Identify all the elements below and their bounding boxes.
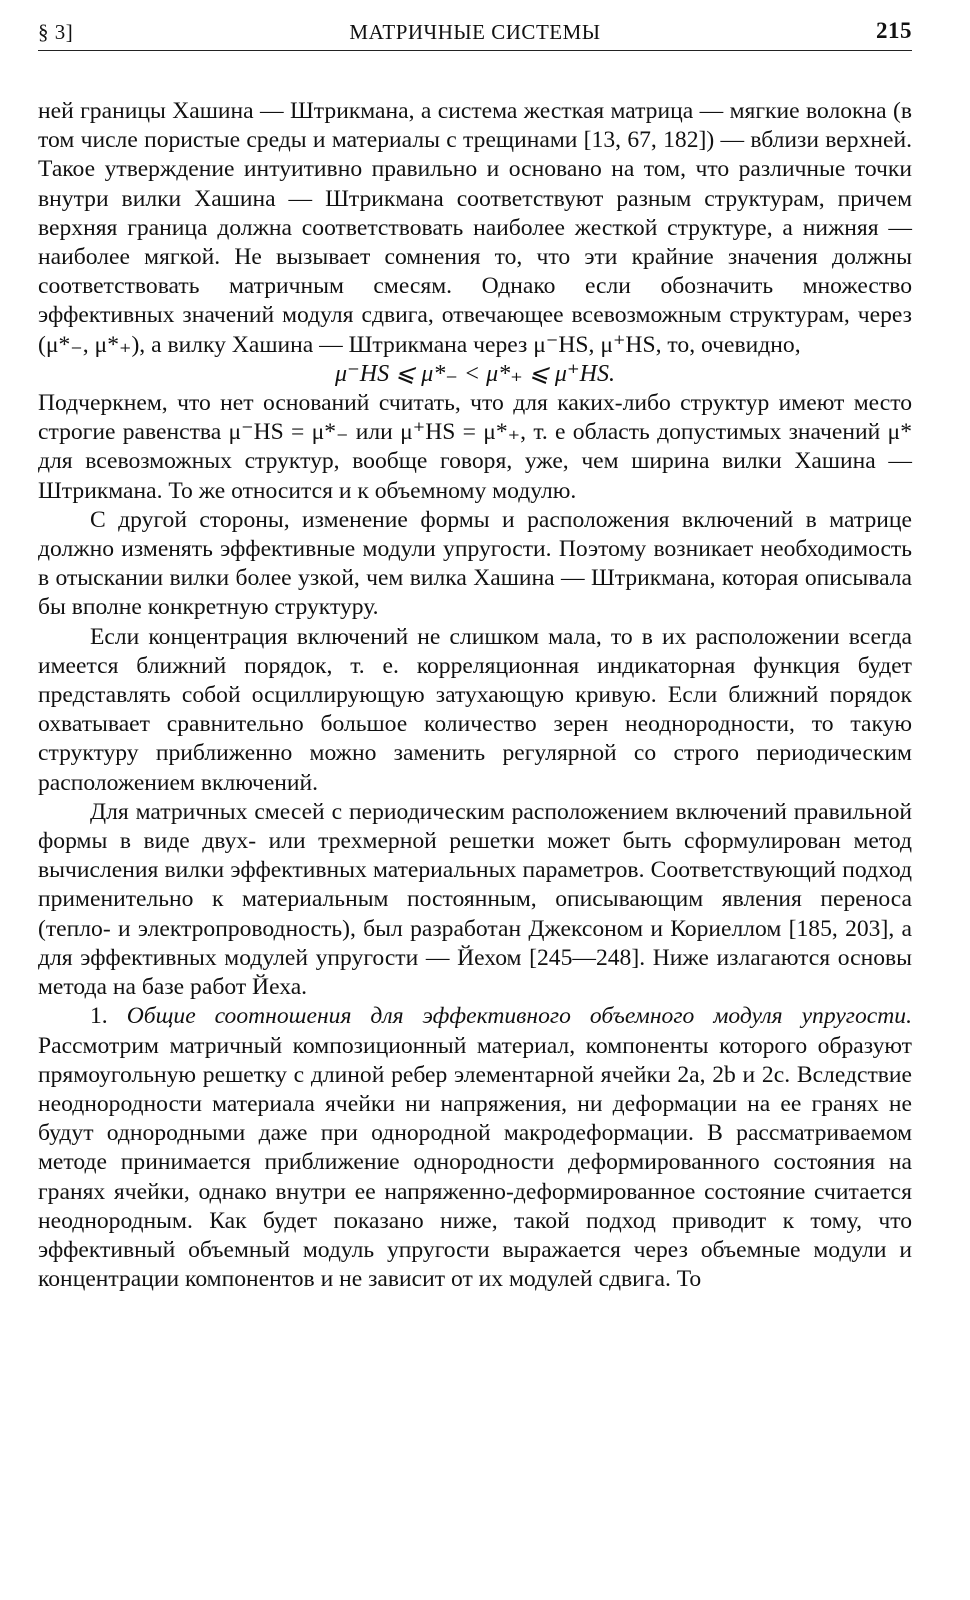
page-number: 215 [876,18,912,43]
paragraph-1: ней границы Хашина — Штрикмана, а система жесткая матрица — мягкие волокна (в том числе пористые среды и материалы с трещинами [13, 67, 182]) — вблизи верхней. Такое утверждение интуитивно правильно и основано на том, что различные точки внутри вилки Хашина — Штрикмана соответствуют разным структурам, причем верхняя граница должна соответствовать наиболее жесткой структуре, а нижняя — наиболее мягкой. Не вызывает сомнения то, что эти крайние значения должны соответствовать матричным смесям. Однако если обозначить множество эффективных значений модуля сдвига, отвечающее всевозможным структурам, через (μ*₋, μ*₊), а вилку Хашина — Штрикмана через μ⁻HS, μ⁺HS, то, очевидно, [38,98,912,358]
inequality-formula: μ⁻HS ⩽ μ*₋ < μ*₊ ⩽ μ⁺HS. [335,360,615,387]
subsection-number: 1. [90,1003,108,1030]
paragraph-4: Если концентрация включений не слишком мала, то в их расположении всегда имеется ближний порядок, т. е. корреляционная индикаторная функция будет представлять собой осциллирующую затухающую кривую. Если ближний порядок охватывает сравнительно большое количество зерен неоднородности, то такую структуру приближенно можно заменить регулярной со строго периодическим расположением включений. [38,623,912,796]
subsection-text: Рассмотрим матричный композиционный материал, компоненты которого образуют прямоугольную решетку с длиной ребер элементарной ячейки 2a, 2b и 2c. Вследствие неоднородности материала ячейки ни напряжения, ни деформации на ее гранях не будут однородными даже при однородной макродеформации. В рассматриваемом методе принимается приближение однородности деформированного состояния на гранях ячейки, однако внутри ее напряженно-деформированное состояние считается неоднородным. Как будет показано ниже, такой подход приводит к тому, что эффективный объемный модуль упругости выражается через объемные модули и концентрации компонентов и не зависит от их модулей сдвига. То [38,1032,912,1293]
page [38,12,912,1294]
paragraph-5: Для матричных смесей с периодическим расположением включений правильной формы в виде двух- или трехмерной решетки может быть сформулирован метод вычисления вилки эффективных материальных параметров. Соответствующий подход применительно к материальным постоянным, описывающим явления переноса (тепло- и электропроводность), был разработан Джексоном и Кориеллом [185, 203], а для эффективных модулей упругости — Йехом [245—248]. Ниже излагаются основы метода на базе работ Йеха. [38,798,912,1001]
paragraph-6 [38,1002,912,1294]
running-header [38,12,912,51]
subsection-title: Общие соотношения для эффективного объемного модуля упругости. [126,1003,912,1030]
paragraph-2: Подчеркнем, что нет оснований считать, что для каких-либо структур имеют место строгие равенства μ⁻HS = μ*₋ или μ⁺HS = μ*₊, т. е область допустимых значений μ* для всевозможных структур, вообще говоря, уже, чем ширина вилки Хашина — Штрикмана. То же относится и к объемному модулю. [38,390,912,504]
body-text [38,97,912,1294]
section-marker: § 3] [38,20,74,44]
running-title: МАТРИЧНЫЕ СИСТЕМЫ [349,20,601,44]
paragraph-3: С другой стороны, изменение формы и расположения включений в матрице должно изменять эффективные модули упругости. Поэтому возникает необходимость в отыскании вилки более узкой, чем вилка Хашина — Штрикмана, которая описывала бы вполне конкретную структуру. [38,506,912,621]
